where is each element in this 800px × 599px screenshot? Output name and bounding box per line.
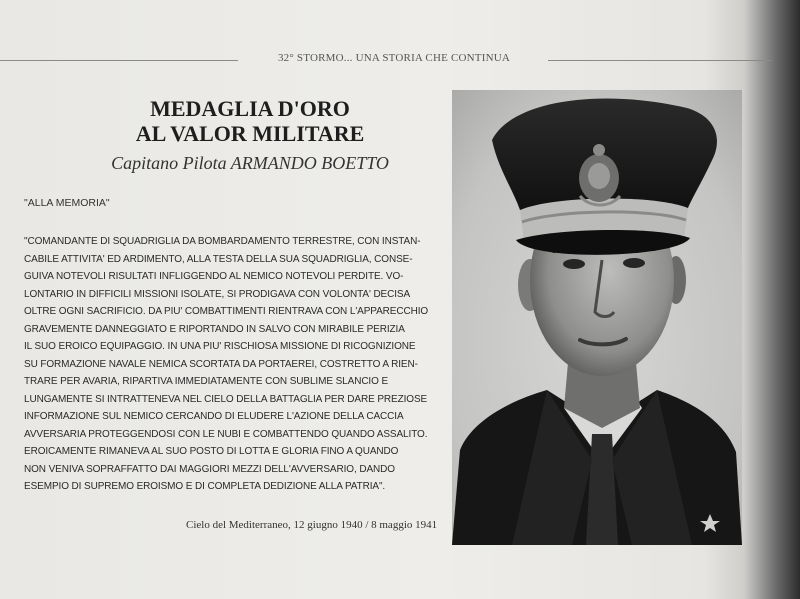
header-rule-left xyxy=(0,60,238,61)
title-line-2: AL VALOR MILITARE xyxy=(135,121,365,146)
title-line-1: MEDAGLIA D'ORO xyxy=(150,96,350,121)
running-head xyxy=(0,52,772,66)
citation-line: EROICAMENTE RIMANEVA AL SUO POSTO DI LOTTA E GLORIA FINO A QUANDO xyxy=(24,446,399,457)
citation-line: NON VENIVA SOPRAFFATTO DAI MAGGIORI MEZZI DELL'AVVERSARIO, DANDO xyxy=(24,463,395,475)
header-rule-right xyxy=(548,60,772,61)
citation-line: "COMANDANTE DI SQUADRIGLIA DA BOMBARDAMENTO TERRESTRE, CON INSTAN- xyxy=(24,236,421,247)
portrait-photo-icon xyxy=(452,90,742,545)
citation-line: CABILE ATTIVITA' ED ARDIMENTO, ALLA TESTA DELLA SUA SQUADRIGLIA, CONSE- xyxy=(24,253,413,265)
citation-line: IL SUO EROICO EQUIPAGGIO. IN UNA PIU' RISCHIOSA MISSIONE DI RICOGNIZIONE xyxy=(24,341,416,352)
citation-line: SU FORMAZIONE NAVALE NEMICA SCORTATA DA PORTAEREI, COSTRETTO A RIEN- xyxy=(24,358,418,370)
running-head-text: 32° STORMO... UNA STORIA CHE CONTINUA xyxy=(277,52,511,64)
citation-line: ESEMPIO DI SUPREMO EROISMO E DI COMPLETA DEDIZIONE ALLA PATRIA". xyxy=(24,481,386,492)
place-date: Cielo del Mediterraneo, 12 giugno 1940 / 8 maggio 1941 xyxy=(186,519,438,531)
citation-line: TRARE PER AVARIA, RIPARTIVA IMMEDIATAMENTE CON SUBLIME SLANCIO E xyxy=(24,376,389,387)
citation-line: INFORMAZIONE SUL NEMICO CERCANDO DI ELUDERE L'AZIONE DELLA CACCIA xyxy=(24,411,404,422)
citation-line: GUIVA NOTEVOLI RISULTATI INFLIGGENDO AL NEMICO NOTEVOLI PERDITE. VO- xyxy=(24,271,404,282)
medal-title xyxy=(60,96,440,146)
citation-line: GRAVEMENTE DANNEGGIATO E RIPORTANDO IN SALVO CON MIRABILE PERIZIA xyxy=(24,323,405,335)
memoria-label: "ALLA MEMORIA" xyxy=(24,197,110,209)
citation-line: AVVERSARIA PROTEGGENDOSI CON LE NUBI E COMBATTENDO QUANDO ASSALITO. xyxy=(24,428,428,440)
citation-line: LUNGAMENTE SI INTRATTENEVA NEL CIELO DELLA BATTAGLIA PER DARE PREZIOSE xyxy=(24,393,428,405)
citation-text xyxy=(24,233,444,496)
citation-line: OLTRE OGNI SACRIFICIO. DA PIU' COMBATTIMENTI RIENTRAVA CON L'APPARECCHIO xyxy=(24,306,429,317)
recipient-name: Capitano Pilota ARMANDO BOETTO xyxy=(111,153,389,173)
citation-line: LONTARIO IN DIFFICILI MISSIONI ISOLATE, SI PRODIGAVA CON VOLONTA' DECISA xyxy=(24,288,411,300)
